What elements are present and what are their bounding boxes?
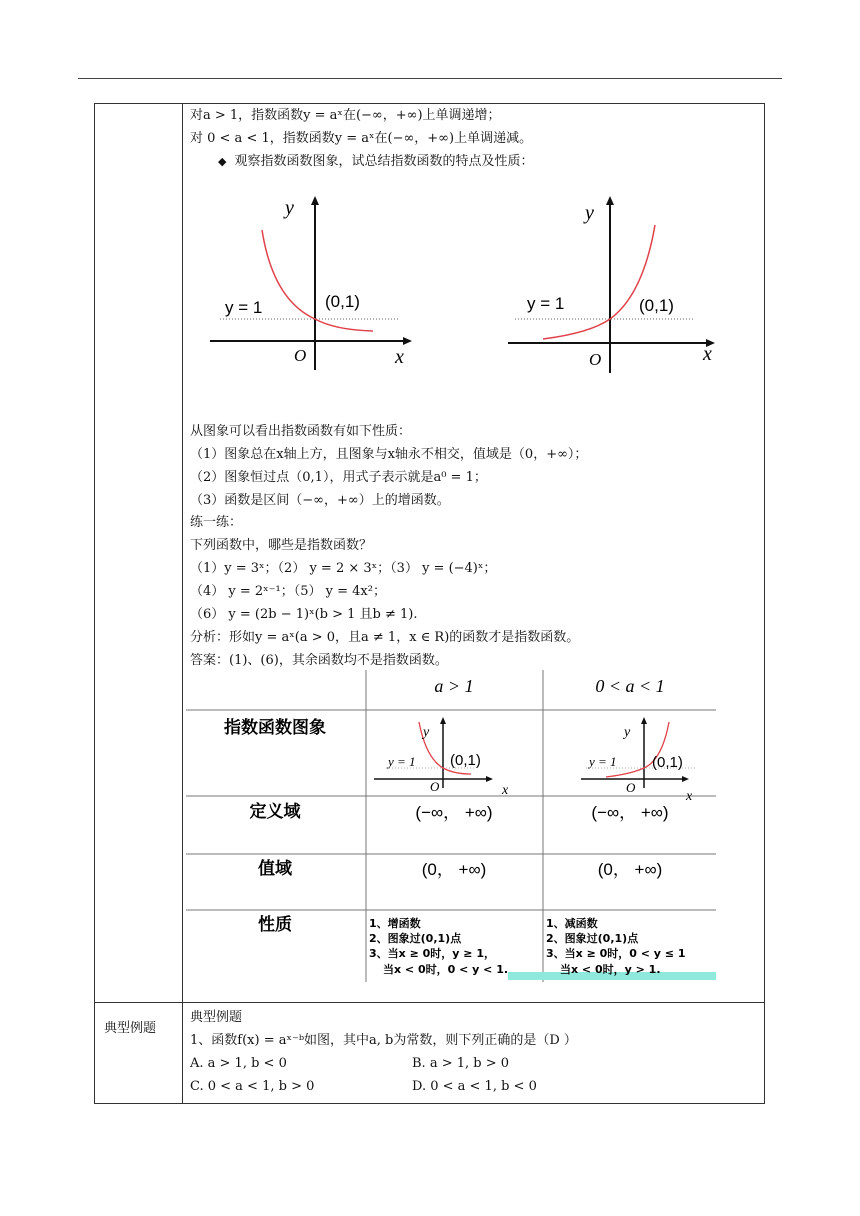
- col-header-a-lt-1: 0 < a < 1: [595, 676, 665, 696]
- domain-a-lt-1: (−∞， +∞): [591, 803, 669, 822]
- practice-analysis: 分析：形如y = aˣ(a > 0，且a ≠ 1，x ∈ R)的函数才是指数函数。: [190, 630, 580, 645]
- option-c: C. 0 < a < 1, b > 0: [190, 1079, 315, 1094]
- row-label-graph: 指数函数图象: [224, 718, 326, 737]
- mini-y-label: y: [423, 725, 430, 740]
- row-label-range: 值域: [258, 859, 292, 878]
- row-label-domain: 定义域: [249, 802, 301, 821]
- practice-answer: 答案：(1)、(6)，其余函数均不是指数函数。: [190, 653, 448, 668]
- mini-o-label: O: [626, 780, 636, 795]
- mini-y1-label: y = 1: [589, 754, 617, 769]
- graph-decreasing: [205, 190, 425, 375]
- mini-y1-label: y = 1: [388, 754, 416, 769]
- property-2: （2）图象恒过点（0,1），用式子表示就是a⁰ = 1；: [190, 470, 487, 485]
- mini-y-label: y: [624, 725, 631, 740]
- props-a-lt-1-line-4: 当x < 0时，y > 1.: [560, 963, 661, 976]
- y1-label: y = 1: [225, 298, 263, 317]
- props-a-gt-1-line-1: 1、增函数: [369, 917, 421, 930]
- props-a-gt-1-line-4: 当x < 0时，0 < y < 1.: [383, 963, 509, 976]
- option-b: B. a > 1, b > 0: [412, 1056, 510, 1071]
- property-3: （3）函数是区间（−∞，+∞）上的增函数。: [190, 493, 450, 508]
- mini-point-label: (0,1): [450, 752, 481, 769]
- props-a-gt-1-line-3: 3、当x ≥ 0时，y ≥ 1，: [369, 947, 495, 960]
- column-divider: [182, 103, 183, 1104]
- mini-point-label: (0,1): [652, 754, 683, 771]
- properties-heading: 从图象可以看出指数函数有如下性质：: [190, 424, 412, 439]
- increasing-curve: [543, 225, 655, 339]
- header-rule: [78, 78, 782, 79]
- diamond-bullet-icon: ◆: [218, 155, 227, 168]
- y-axis-label: y: [285, 197, 294, 219]
- decreasing-curve: [262, 230, 373, 331]
- option-a: A. a > 1, b < 0: [190, 1056, 287, 1071]
- props-a-lt-1-line-3: 3、当x ≥ 0时，0 < y ≤ 1: [546, 947, 686, 960]
- col-header-a-gt-1: a > 1: [434, 676, 474, 696]
- graph-increasing: [505, 195, 725, 380]
- example-cell-label: 典型例题: [104, 1021, 157, 1036]
- practice-item-2: （4） y = 2ˣ⁻¹；（5） y = 4x²；: [190, 584, 386, 599]
- point-label: (0,1): [325, 292, 360, 311]
- props-a-lt-1-line-1: 1、减函数: [546, 917, 598, 930]
- mini-x-label: x: [502, 783, 509, 798]
- intro-line-2: 对 0 < a < 1，指数函数y = aˣ在(−∞，+∞)上单调递减。: [190, 131, 533, 146]
- property-1: （1）图象总在x轴上方，且图象与x轴永不相交，值域是（0，+∞）；: [190, 447, 588, 462]
- mini-x-label: x: [686, 789, 693, 804]
- x-axis-label: x: [703, 343, 712, 365]
- practice-item-1: （1）y = 3ˣ；（2） y = 2 × 3ˣ；（3） y = (−4)ˣ；: [190, 561, 497, 576]
- range-a-gt-1: (0， +∞): [421, 860, 487, 879]
- y-axis-label: y: [585, 202, 594, 224]
- practice-question: 下列函数中，哪些是指数函数？: [190, 538, 373, 553]
- range-a-lt-1: (0， +∞): [597, 860, 663, 879]
- bullet-text: 观察指数函数图象，试总结指数函数的特点及性质：: [234, 154, 534, 169]
- props-a-gt-1-line-2: 2、图象过(0,1)点: [369, 932, 462, 945]
- summary-table: [186, 670, 716, 982]
- y1-label: y = 1: [527, 294, 565, 313]
- origin-label: O: [589, 350, 602, 369]
- row-label-properties: 性质: [258, 915, 292, 934]
- option-d: D. 0 < a < 1, b < 0: [412, 1079, 537, 1094]
- mini-graph-decreasing: [374, 717, 509, 798]
- domain-a-gt-1: (−∞， +∞): [415, 803, 493, 822]
- point-label: (0,1): [639, 296, 674, 315]
- mini-o-label: O: [430, 779, 440, 794]
- practice-title: 练一练：: [190, 515, 243, 530]
- mini-graph-increasing: [581, 717, 696, 804]
- practice-item-3: （6） y = (2b − 1)ˣ(b > 1 且b ≠ 1).: [190, 607, 418, 622]
- x-axis-label: x: [395, 346, 404, 368]
- props-a-lt-1-line-2: 2、图象过(0,1)点: [546, 932, 639, 945]
- bullet-line: [218, 153, 533, 171]
- example-heading: 典型例题: [190, 1010, 243, 1025]
- example-question: 1、函数f(x) = aˣ⁻ᵇ如图，其中a, b为常数，则下列正确的是（D ）: [190, 1033, 577, 1048]
- row-divider: [94, 1002, 765, 1003]
- origin-label: O: [294, 346, 307, 365]
- intro-line-1: 对a > 1，指数函数y = aˣ在(−∞，+∞)上单调递增；: [190, 108, 501, 123]
